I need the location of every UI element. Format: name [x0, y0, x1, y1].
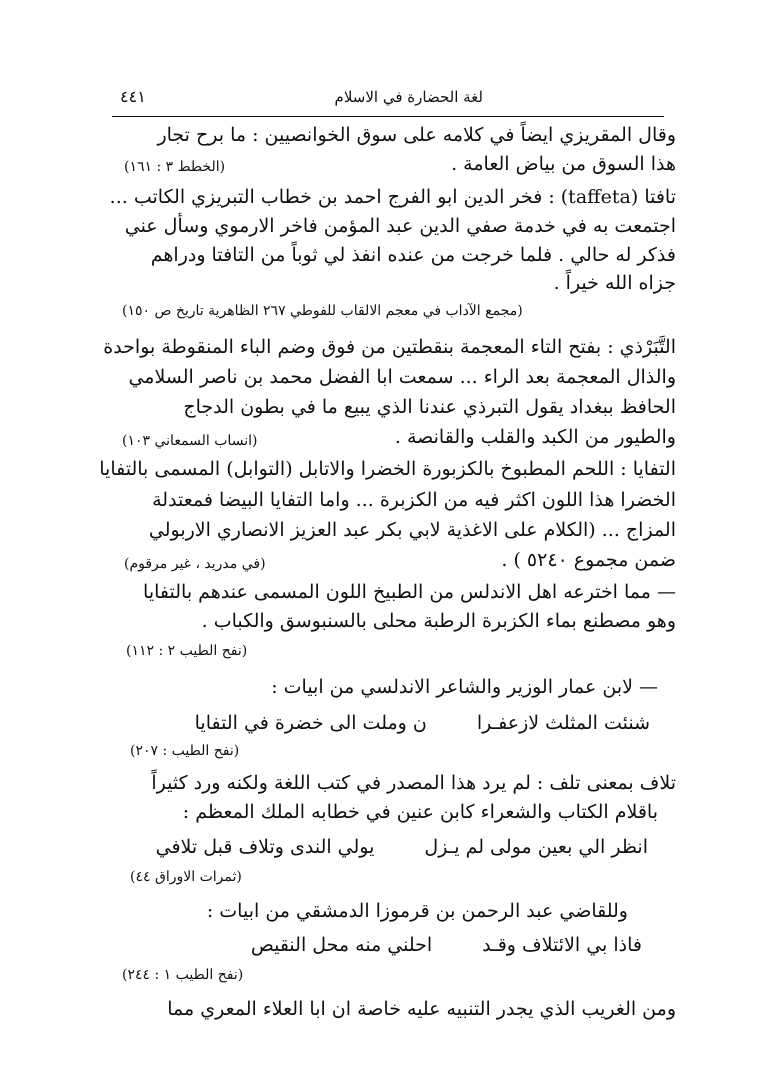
source-citation: (الخطط ٣ : ١٦١) [124, 159, 226, 175]
text-line: — مما اخترعه اهل الاندلس من الطبيخ اللون المسمى عندهم بالتفايا [143, 581, 676, 603]
verse-hemistich: ن وملت الى خضرة في التفايا [194, 712, 427, 734]
text-line: — لابن عمار الوزير والشاعر الاندلسي من ابيات : [271, 676, 658, 698]
text-line: والذال المعجمة بعد الراء ... سمعت ابا الفضل محمد بن ناصر السلامي [128, 366, 676, 388]
text-line: هذا السوق من بياض العامة . [451, 153, 676, 175]
text-line: والطيور من الكبد والقلب والقانصة . [394, 426, 676, 448]
verse-hemistich: احلني منه محل النقيص [250, 934, 433, 956]
text-line: وقال المقريزي ايضاً في كلامه على سوق الخوانصيين : ما برح تجار [157, 124, 676, 146]
verse-line [195, 712, 650, 734]
verse-hemistich: يولي الندى وتلاف قبل تلافي [155, 836, 375, 858]
text-line: تلاف بمعنى تلف : لم يرد هذا المصدر في كتب اللغة ولكنه ورد كثيراً [151, 772, 676, 794]
verse-line [251, 934, 642, 956]
header-rule [112, 116, 664, 117]
text-line: الخضرا هذا اللون اكثر فيه من الكزبرة ... واما التفايا البيضا فمعتدلة [152, 489, 676, 511]
text-line: التَّبَرْذي : بفتح التاء المعجمة بنقطتين من فوق وضم الباء المنقوطة بواحدة [103, 336, 676, 358]
headword: تافتا [644, 186, 676, 208]
verse-hemistich: فاذا بي الائتلاف وقـد [482, 934, 642, 956]
text-line: ومن الغريب الذي يجدر التنبيه عليه خاصة ان ابا العلاء المعري مما [167, 998, 676, 1020]
text-line: فذكر له حالي . فلما خرجت من عنده انفذ لي ثوباً من التافتا ودراهم [150, 244, 676, 266]
source-citation: (نفح الطيب ٢ : ١١٢) [126, 643, 248, 659]
verse-hemistich: شنئت المثلث لازعفـرا [476, 712, 650, 734]
source-citation: (نفح الطيب ١ : ٢٤٤) [122, 967, 244, 983]
text-line: اجتمعت به في خدمة صفي الدين عبد المؤمن فاخر الارموي وسأل عني [124, 215, 676, 237]
source-citation: (في مدريد ، غير مرقوم) [124, 556, 266, 572]
source-citation: (ثمرات الاوراق ٤٤) [130, 869, 242, 885]
text-line: وهو مصطنع بماء الكزبرة الرطبة محلى بالسنبوسق والكباب . [201, 610, 676, 632]
source-citation: (مجمع الآداب في معجم الالقاب للفوطي ٢٦٧ الظاهرية تاريخ ص ١٥٠) [122, 303, 523, 319]
text-line: المزاج ... (الكلام على الاغذية لابي بكر عبد العزيز الانصاري الاربولي [148, 519, 676, 541]
text-line: الحافظ ببغداد يقول التبرذي عندنا الذي يبيع ما في بطون الدجاج [183, 396, 676, 418]
text-line: جزاه الله خيراً . [553, 272, 676, 294]
page-number: ٤٤١ [120, 87, 146, 106]
entry-text: : فخر الدين ابو الفرج احمد بن خطاب التبريزي الكاتب ... [109, 186, 555, 208]
verse-line [156, 836, 648, 858]
source-citation: (انساب السمعاني ١٠٣) [122, 433, 258, 449]
verse-hemistich: انظر الي بعين مولى لم يـزل [424, 836, 648, 858]
text-line: وللقاضي عبد الرحمن بن قرموزا الدمشقي من ابيات : [206, 900, 628, 922]
headword-latin: (taffeta) [560, 186, 639, 208]
text-line: التفايا : اللحم المطبوخ بالكزبورة الخضرا والاتابل (التوابل) المسمى بالتفايا [99, 458, 676, 480]
text-line: باقلام الكتاب والشعراء كابن عنين في خطابه الملك المعظم : [182, 801, 658, 823]
source-citation: (نفح الطيب : ٢٠٧) [130, 743, 240, 759]
running-header-title: لغة الحضارة في الاسلام [334, 88, 483, 106]
text-line: ضمن مجموع ٥٢٤٠ ) . [501, 549, 676, 571]
entry-taffeta [110, 186, 676, 208]
